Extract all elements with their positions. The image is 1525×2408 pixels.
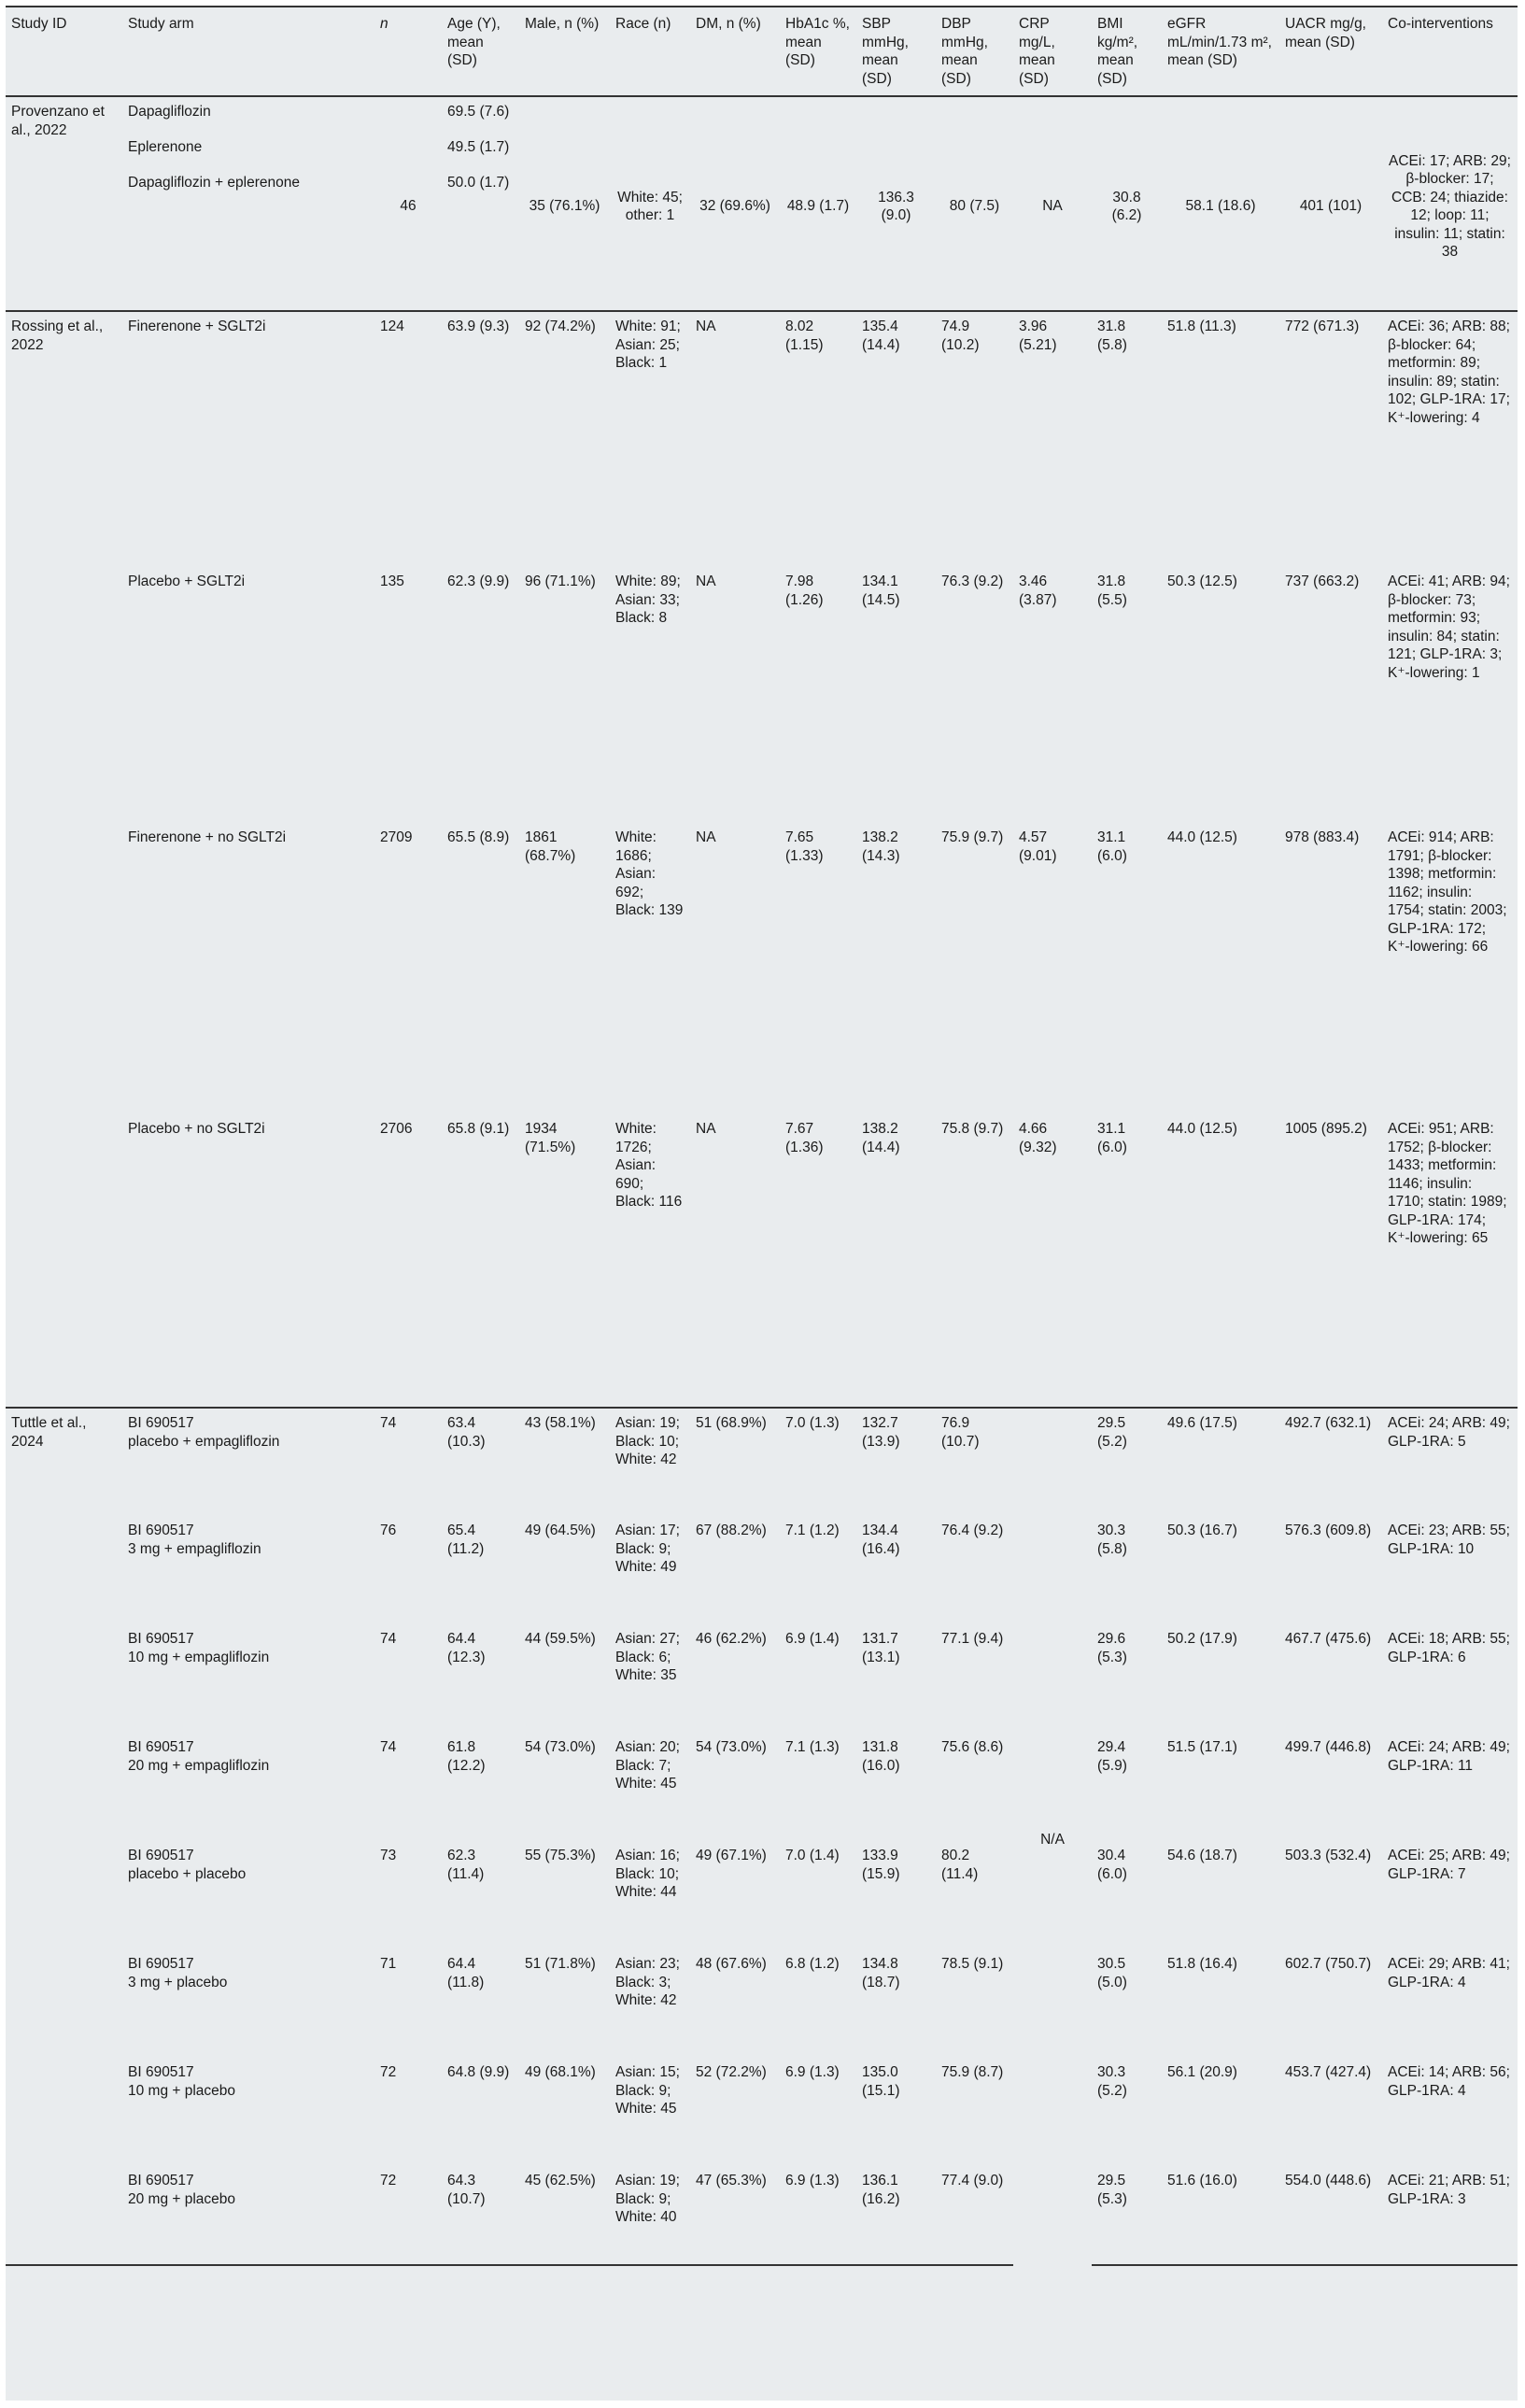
arm-drug: BI 690517 xyxy=(128,1956,194,1972)
co-interventions-cell: ACEi: 17; ARB: 29; β-blocker: 17; CCB: 24; thiazide: 12; loop: 11; insulin: 11; statin: 38 xyxy=(1389,152,1511,260)
hba1c-cell: 48.9 (1.7) xyxy=(786,198,850,215)
study-arm-cell: Finerenone + no SGLT2i xyxy=(128,829,287,845)
sbp-cell: 134.8 (18.7) xyxy=(862,1956,900,1990)
race-cell: White: 91; Asian: 25; Black: 1 xyxy=(610,311,690,567)
arm-drug: BI 690517 xyxy=(128,1739,194,1755)
study-id-cell xyxy=(6,823,122,1114)
egfr-cell: 51.8 (11.3) xyxy=(1162,311,1279,567)
sbp-cell: 138.2 (14.4) xyxy=(862,1121,900,1155)
dm-cell: 32 (69.6%) xyxy=(699,198,770,215)
arm-drug: BI 690517 xyxy=(128,1848,194,1863)
arm-label: Eplerenone xyxy=(128,139,203,155)
male-cell: 49 (68.1%) xyxy=(525,2064,596,2080)
male-cell: 54 (73.0%) xyxy=(525,1739,596,1755)
uacr-cell: 499.7 (446.8) xyxy=(1285,1739,1372,1755)
study-id-cell xyxy=(6,2166,122,2265)
race-cell: White: 1686; Asian: 692; Black: 139 xyxy=(615,829,684,918)
co-interventions-cell: ACEi: 25; ARB: 49; GLP-1RA: 7 xyxy=(1388,1848,1510,1882)
arm-dose: 10 mg + empagliflozin xyxy=(128,1649,270,1665)
race-cell: Asian: 19; Black: 10; White: 42 xyxy=(610,1408,690,1516)
study-id-cell xyxy=(6,1516,122,1624)
table-row xyxy=(6,1949,1518,2058)
header-age: Age (Y), mean (SD) xyxy=(447,16,501,68)
hba1c-cell: 6.8 (1.2) xyxy=(785,1956,840,1972)
co-interventions-cell: ACEi: 23; ARB: 55; GLP-1RA: 10 xyxy=(1388,1523,1510,1557)
bmi-cell: 31.8 (5.5) xyxy=(1097,574,1127,608)
race-cell: Asian: 16; Black: 10; White: 44 xyxy=(615,1848,680,1900)
sbp-cell: 133.9 (15.9) xyxy=(862,1848,900,1882)
header-study-arm: Study arm xyxy=(128,16,194,32)
dbp-cell: 75.9 (8.7) xyxy=(941,2064,1004,2080)
dm-cell: NA xyxy=(696,574,716,589)
uacr-cell: 492.7 (632.1) xyxy=(1279,1408,1382,1516)
uacr-cell: 1005 (895.2) xyxy=(1285,1121,1367,1137)
n-cell: 72 xyxy=(374,2166,442,2265)
male-cell: 35 (76.1%) xyxy=(529,198,600,215)
table-row xyxy=(6,1408,1518,1516)
age-cell: 65.5 (8.9) xyxy=(447,829,510,845)
uacr-cell: 401 (101) xyxy=(1299,198,1363,215)
header-crp: CRP mg/L, mean (SD) xyxy=(1019,16,1055,87)
dm-cell: 47 (65.3%) xyxy=(690,2166,780,2265)
table-container xyxy=(6,6,1518,2401)
arm-label: Dapagliflozin + eplerenone xyxy=(128,175,300,191)
hba1c-cell: 7.1 (1.2) xyxy=(785,1523,840,1538)
arm-dose: 20 mg + empagliflozin xyxy=(128,1757,270,1774)
age-value: 69.5 (7.6) xyxy=(447,104,510,120)
dm-cell: NA xyxy=(696,829,716,845)
arm-drug: BI 690517 xyxy=(128,1415,194,1431)
dm-cell: 67 (88.2%) xyxy=(696,1523,767,1538)
co-interventions-cell: ACEi: 36; ARB: 88; β-blocker: 64; metformin: 89; insulin: 89; statin: 102; GLP-1RA: 17; K⁺-lowering: 4 xyxy=(1382,311,1518,567)
n-cell: 46 xyxy=(400,198,417,215)
co-interventions-cell: ACEi: 29; ARB: 41; GLP-1RA: 4 xyxy=(1388,1956,1510,1990)
egfr-cell: 54.6 (18.7) xyxy=(1167,1848,1237,1863)
arm-drug: BI 690517 xyxy=(128,1631,194,1647)
male-cell: 45 (62.5%) xyxy=(519,2166,610,2265)
male-cell: 96 (71.1%) xyxy=(525,574,596,589)
study-id-cell xyxy=(6,1841,122,1949)
co-interventions-cell: ACEi: 18; ARB: 55; GLP-1RA: 6 xyxy=(1388,1631,1510,1665)
n-cell: 2709 xyxy=(380,829,413,845)
crp-cell: 4.66 (9.32) xyxy=(1019,1121,1057,1155)
dm-cell: 49 (67.1%) xyxy=(696,1848,767,1863)
hba1c-cell: 8.02 (1.15) xyxy=(780,311,856,567)
co-interventions-cell: ACEi: 14; ARB: 56; GLP-1RA: 4 xyxy=(1388,2064,1510,2099)
egfr-cell: 50.2 (17.9) xyxy=(1167,1631,1237,1647)
hba1c-cell: 6.9 (1.3) xyxy=(780,2166,856,2265)
age-cell: 61.8 (12.2) xyxy=(447,1739,486,1774)
study-arm-cell xyxy=(122,2058,374,2166)
arm-drug: BI 690517 xyxy=(128,1523,194,1538)
sbp-cell: 134.1 (14.5) xyxy=(862,574,900,608)
male-cell: 55 (75.3%) xyxy=(525,1848,596,1863)
dbp-cell: 77.4 (9.0) xyxy=(936,2166,1013,2265)
egfr-cell: 58.1 (18.6) xyxy=(1185,198,1256,215)
age-cell: 64.4 (11.8) xyxy=(447,1956,485,1990)
bmi-cell: 30.3 (5.2) xyxy=(1097,2064,1127,2099)
hba1c-cell: 7.98 (1.26) xyxy=(785,574,824,608)
dm-cell: 52 (72.2%) xyxy=(696,2064,767,2080)
dm-cell: 54 (73.0%) xyxy=(696,1739,767,1755)
bmi-cell: 31.8 (5.8) xyxy=(1092,311,1162,567)
baseline-characteristics-table xyxy=(6,6,1518,2266)
sbp-cell: 131.7 (13.1) xyxy=(862,1631,900,1665)
male-cell: 44 (59.5%) xyxy=(525,1631,596,1647)
table-row xyxy=(6,1516,1518,1624)
uacr-cell: 554.0 (448.6) xyxy=(1279,2166,1382,2265)
crp-cell: 4.57 (9.01) xyxy=(1019,829,1057,864)
hba1c-cell: 6.9 (1.4) xyxy=(785,1631,840,1647)
table-row xyxy=(6,2058,1518,2166)
study-arm-cell: Placebo + no SGLT2i xyxy=(128,1121,265,1137)
egfr-cell: 49.6 (17.5) xyxy=(1162,1408,1279,1516)
study-arm-cell xyxy=(122,1624,374,1733)
arm-drug: BI 690517 xyxy=(128,2064,194,2080)
egfr-cell: 44.0 (12.5) xyxy=(1167,829,1237,845)
study-id-cell xyxy=(6,1733,122,1841)
egfr-cell: 51.6 (16.0) xyxy=(1162,2166,1279,2265)
header-egfr: eGFR mL/min/1.73 m², mean (SD) xyxy=(1167,16,1272,68)
age-cell: 64.3 (10.7) xyxy=(442,2166,519,2265)
crp-cell: NA xyxy=(1042,198,1063,215)
bmi-cell: 29.5 (5.3) xyxy=(1092,2166,1162,2265)
study-id-cell xyxy=(6,567,122,823)
n-cell: 72 xyxy=(380,2064,397,2080)
age-value: 50.0 (1.7) xyxy=(447,175,510,191)
bmi-cell: 30.4 (6.0) xyxy=(1097,1848,1127,1882)
table-row xyxy=(6,1733,1518,1841)
dbp-cell: 76.3 (9.2) xyxy=(941,574,1004,589)
study-id-cell xyxy=(6,1949,122,2058)
table-row xyxy=(6,311,1518,567)
n-cell: 2706 xyxy=(380,1121,413,1137)
header-hba1c: HbA1c %, mean (SD) xyxy=(785,16,850,68)
uacr-cell: 737 (663.2) xyxy=(1285,574,1360,589)
uacr-cell: 978 (883.4) xyxy=(1285,829,1360,845)
bmi-cell: 29.4 (5.9) xyxy=(1097,1739,1127,1774)
age-cell xyxy=(442,96,519,311)
age-cell: 63.9 (9.3) xyxy=(442,311,519,567)
study-id-cell xyxy=(6,1624,122,1733)
study-id-cell: Rossing et al., 2022 xyxy=(6,311,122,567)
bmi-cell: 30.3 (5.8) xyxy=(1097,1523,1127,1557)
crp-cell: 3.46 (3.87) xyxy=(1019,574,1057,608)
dbp-cell: 75.9 (9.7) xyxy=(941,829,1004,845)
study-arm-cell xyxy=(122,1516,374,1624)
header-sbp: SBP mmHg, mean (SD) xyxy=(862,16,909,87)
table-row xyxy=(6,567,1518,823)
bmi-cell: 29.6 (5.3) xyxy=(1097,1631,1127,1665)
race-cell: Asian: 15; Black: 9; White: 45 xyxy=(615,2064,680,2117)
n-cell: 76 xyxy=(380,1523,397,1538)
table-row xyxy=(6,1624,1518,1733)
hba1c-cell: 7.67 (1.36) xyxy=(785,1121,824,1155)
study-id-cell: Provenzano et al., 2022 xyxy=(11,104,105,138)
egfr-cell: 51.8 (16.4) xyxy=(1167,1956,1237,1972)
egfr-cell: 50.3 (12.5) xyxy=(1167,574,1237,589)
dbp-cell: 76.9 (10.7) xyxy=(936,1408,1013,1516)
study-arm-cell xyxy=(122,1408,374,1516)
sbp-cell: 136.1 (16.2) xyxy=(856,2166,936,2265)
uacr-cell: 467.7 (475.6) xyxy=(1285,1631,1372,1647)
co-interventions-cell: ACEi: 914; ARB: 1791; β-blocker: 1398; metformin: 1162; insulin: 1754; statin: 2003; GLP-1RA: 172; K⁺-lowering: 66 xyxy=(1388,829,1507,955)
dbp-cell: 77.1 (9.4) xyxy=(941,1631,1004,1647)
age-cell: 62.3 (9.9) xyxy=(447,574,510,589)
co-interventions-cell: ACEi: 951; ARB: 1752; β-blocker: 1433; metformin: 1146; insulin: 1710; statin: 1989; GLP-1RA: 174; K⁺-lowering: 65 xyxy=(1388,1121,1507,1246)
age-cell: 62.3 (11.4) xyxy=(447,1848,485,1882)
bmi-cell: 31.1 (6.0) xyxy=(1097,1121,1127,1155)
header-male: Male, n (%) xyxy=(525,16,600,32)
study-id-cell xyxy=(6,2058,122,2166)
n-cell: 73 xyxy=(380,1848,397,1863)
dbp-cell: 75.6 (8.6) xyxy=(941,1739,1004,1755)
race-cell: White: 45; other: 1 xyxy=(617,189,683,223)
male-cell: 43 (58.1%) xyxy=(519,1408,610,1516)
arm-dose: 3 mg + empagliflozin xyxy=(128,1540,261,1557)
sbp-cell: 135.0 (15.1) xyxy=(862,2064,900,2099)
male-cell: 92 (74.2%) xyxy=(519,311,610,567)
co-interventions-cell: ACEi: 21; ARB: 51; GLP-1RA: 3 xyxy=(1382,2166,1518,2265)
race-cell: Asian: 27; Black: 6; White: 35 xyxy=(615,1631,680,1683)
sbp-cell: 138.2 (14.3) xyxy=(862,829,900,864)
sbp-cell: 131.8 (16.0) xyxy=(862,1739,900,1774)
header-study-id: Study ID xyxy=(11,16,67,32)
header-dm: DM, n (%) xyxy=(696,16,761,32)
arm-drug: BI 690517 xyxy=(128,2173,194,2188)
age-cell: 64.4 (12.3) xyxy=(447,1631,486,1665)
study-arm-cell xyxy=(122,1733,374,1841)
male-cell: 49 (64.5%) xyxy=(525,1523,596,1538)
age-cell: 65.4 (11.2) xyxy=(447,1523,485,1557)
arm-label: Dapagliflozin xyxy=(128,104,211,120)
co-interventions-cell: ACEi: 24; ARB: 49; GLP-1RA: 11 xyxy=(1388,1739,1510,1774)
dbp-cell: 76.4 (9.2) xyxy=(941,1523,1004,1538)
crp-cell: N/A xyxy=(1013,1408,1092,2265)
header-uacr: UACR mg/g, mean (SD) xyxy=(1285,16,1366,50)
n-cell: 124 xyxy=(374,311,442,567)
arm-dose: placebo + placebo xyxy=(128,1865,247,1882)
n-cell: 74 xyxy=(374,1408,442,1516)
age-cell: 64.8 (9.9) xyxy=(447,2064,510,2080)
egfr-cell: 50.3 (16.7) xyxy=(1167,1523,1237,1538)
age-cell: 65.8 (9.1) xyxy=(447,1121,510,1137)
uacr-cell: 453.7 (427.4) xyxy=(1285,2064,1372,2080)
bmi-cell: 29.5 (5.2) xyxy=(1092,1408,1162,1516)
sbp-cell: 135.4 (14.4) xyxy=(856,311,936,567)
male-cell: 1934 (71.5%) xyxy=(525,1121,576,1155)
egfr-cell: 51.5 (17.1) xyxy=(1167,1739,1237,1755)
table-row xyxy=(6,2166,1518,2265)
dbp-cell: 78.5 (9.1) xyxy=(941,1956,1004,1972)
hba1c-cell: 7.0 (1.4) xyxy=(785,1848,840,1863)
table-row xyxy=(6,96,1518,311)
hba1c-cell: 7.1 (1.3) xyxy=(785,1739,840,1755)
header-race: Race (n) xyxy=(615,16,671,32)
table-row xyxy=(6,823,1518,1114)
n-cell: 74 xyxy=(380,1631,397,1647)
bmi-cell: 31.1 (6.0) xyxy=(1097,829,1127,864)
male-cell: 51 (71.8%) xyxy=(525,1956,596,1972)
egfr-cell: 44.0 (12.5) xyxy=(1167,1121,1237,1137)
study-arm-cell xyxy=(122,2166,374,2265)
study-id-cell: Tuttle et al., 2024 xyxy=(6,1408,122,1516)
study-id-cell xyxy=(6,1114,122,1408)
dbp-cell: 74.9 (10.2) xyxy=(936,311,1013,567)
race-cell: White: 1726; Asian: 690; Black: 116 xyxy=(615,1121,683,1210)
crp-cell: 3.96 (5.21) xyxy=(1013,311,1092,567)
race-cell: Asian: 20; Black: 7; White: 45 xyxy=(615,1739,680,1792)
arm-dose: 10 mg + placebo xyxy=(128,2082,236,2099)
dm-cell: NA xyxy=(696,1121,716,1137)
dm-cell: 46 (62.2%) xyxy=(696,1631,767,1647)
age-cell: 63.4 (10.3) xyxy=(442,1408,519,1516)
race-cell: Asian: 23; Black: 3; White: 42 xyxy=(615,1956,680,2008)
study-arm-cell xyxy=(122,96,374,311)
bmi-cell: 30.5 (5.0) xyxy=(1097,1956,1127,1990)
study-arm-cell: Finerenone + SGLT2i xyxy=(122,311,374,567)
dbp-cell: 80.2 (11.4) xyxy=(941,1848,979,1882)
uacr-cell: 602.7 (750.7) xyxy=(1285,1956,1372,1972)
table-row xyxy=(6,1841,1518,1949)
dm-cell: 51 (68.9%) xyxy=(690,1408,780,1516)
egfr-cell: 56.1 (20.9) xyxy=(1167,2064,1237,2080)
table-row xyxy=(6,1114,1518,1408)
sbp-cell: 134.4 (16.4) xyxy=(862,1523,900,1557)
sbp-cell: 132.7 (13.9) xyxy=(856,1408,936,1516)
bmi-cell: 30.8 (6.2) xyxy=(1111,189,1142,223)
n-cell: 135 xyxy=(380,574,404,589)
uacr-cell: 503.3 (532.4) xyxy=(1285,1848,1372,1863)
co-interventions-cell: ACEi: 41; ARB: 94; β-blocker: 73; metformin: 93; insulin: 84; statin: 121; GLP-1RA: 3; K⁺-lowering: 1 xyxy=(1388,574,1510,681)
sbp-cell: 136.3 (9.0) xyxy=(878,189,914,223)
dm-cell: 48 (67.6%) xyxy=(696,1956,767,1972)
uacr-cell: 576.3 (609.8) xyxy=(1285,1523,1372,1538)
header-dbp: DBP mmHg, mean (SD) xyxy=(941,16,988,87)
uacr-cell: 772 (671.3) xyxy=(1279,311,1382,567)
arm-dose: 20 mg + placebo xyxy=(128,2190,236,2207)
hba1c-cell: 6.9 (1.3) xyxy=(785,2064,840,2080)
age-value: 49.5 (1.7) xyxy=(447,139,510,155)
header-n: n xyxy=(380,16,388,32)
arm-dose: placebo + empagliflozin xyxy=(128,1433,280,1450)
dbp-cell: 80 (7.5) xyxy=(949,198,1000,215)
race-cell: Asian: 17; Black: 9; White: 49 xyxy=(615,1523,680,1575)
n-cell: 71 xyxy=(380,1956,397,1972)
study-arm-cell xyxy=(122,1841,374,1949)
hba1c-cell: 7.65 (1.33) xyxy=(785,829,824,864)
co-interventions-cell: ACEi: 24; ARB: 49; GLP-1RA: 5 xyxy=(1382,1408,1518,1516)
header-bmi: BMI kg/m², mean (SD) xyxy=(1097,16,1138,87)
header-co-interventions: Co-interventions xyxy=(1388,16,1493,32)
n-cell: 74 xyxy=(380,1739,397,1755)
study-arm-cell: Placebo + SGLT2i xyxy=(128,574,246,589)
dm-cell: NA xyxy=(690,311,780,567)
dbp-cell: 75.8 (9.7) xyxy=(941,1121,1004,1137)
race-cell: Asian: 19; Black: 9; White: 40 xyxy=(610,2166,690,2265)
race-cell: White: 89; Asian: 33; Black: 8 xyxy=(615,574,681,626)
study-arm-cell xyxy=(122,1949,374,2058)
arm-dose: 3 mg + placebo xyxy=(128,1974,228,1990)
header-row xyxy=(6,7,1518,96)
male-cell: 1861 (68.7%) xyxy=(525,829,576,864)
hba1c-cell: 7.0 (1.3) xyxy=(780,1408,856,1516)
